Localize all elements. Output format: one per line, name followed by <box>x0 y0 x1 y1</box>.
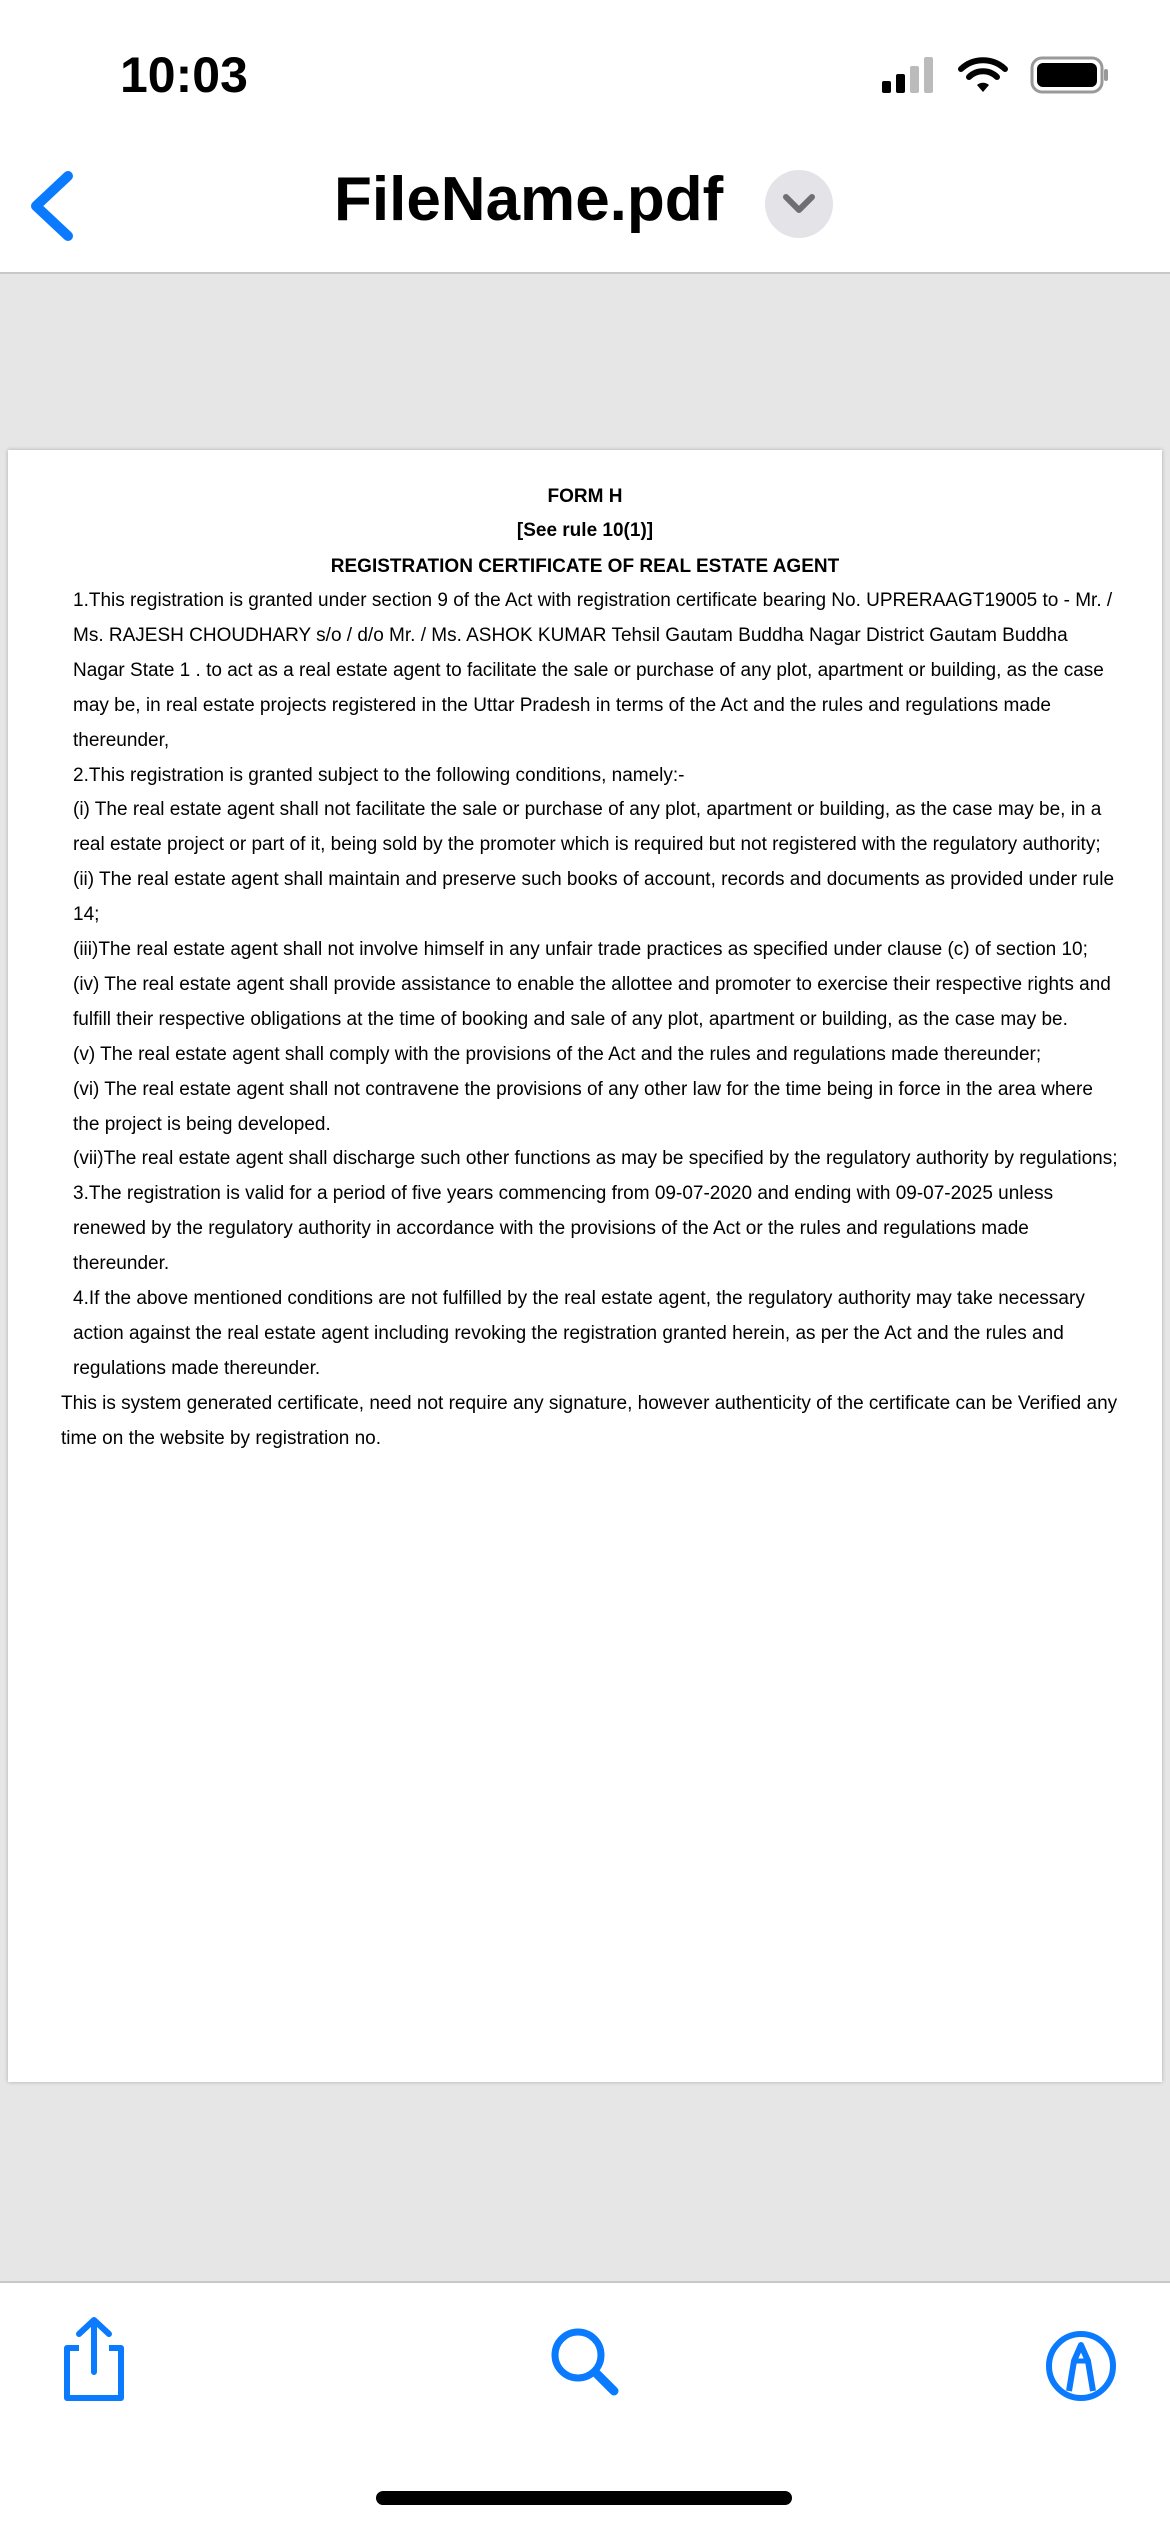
chevron-left-icon <box>22 170 82 242</box>
back-button[interactable] <box>22 170 82 242</box>
markup-icon <box>1036 2321 1126 2411</box>
body-line: regulations made thereunder. <box>73 1357 321 1379</box>
file-title[interactable]: FileName.pdf <box>334 165 724 234</box>
body-line: 2.This registration is granted subject to the following conditions, namely:- <box>73 764 685 786</box>
footer-line: time on the website by registration no. <box>61 1427 382 1449</box>
body-line: action against the real estate agent including revoking the registration granted herein, as per the Act and the rules and <box>73 1322 1064 1344</box>
body-line: 1.This registration is granted under section 9 of the Act with registration certificate bearing No. UPRERAAGT19005 to - Mr. / <box>73 590 1113 611</box>
search-button[interactable] <box>540 2317 630 2407</box>
search-icon <box>540 2317 630 2407</box>
body-line: thereunder, <box>73 729 170 751</box>
body-line: 3.The registration is valid for a period of five years commencing from 09-07-2020 and ending with 09-07-2025 unless <box>73 1183 1054 1205</box>
body-line: real estate project or part of it, being sold by the promoter which is required but not registered with the regulatory authority; <box>73 834 1101 856</box>
body-line: (iii)The real estate agent shall not involve himself in any unfair trade practices as specified under clause (c) of section 10; <box>73 939 1088 960</box>
certificate-heading: REGISTRATION CERTIFICATE OF REAL ESTATE AGENT <box>330 556 840 577</box>
body-line: (i) The real estate agent shall not facilitate the sale or purchase of any plot, apartment or building, as the case may be, in a <box>73 799 1102 821</box>
body-line: fulfill their respective obligations at the time of booking and sale of any plot, apartment or building, as the case may be. <box>73 1008 1068 1030</box>
body-line: may be, in real estate projects registered in the Uttar Pradesh in terms of the Act and the rules and regulations made <box>73 694 1051 716</box>
status-icons <box>882 56 1110 94</box>
body-line: renewed by the regulatory authority in accordance with the provisions of the Act or the rules and regulations made <box>73 1218 1029 1240</box>
body-line: 4.If the above mentioned conditions are not fulfilled by the real estate agent, the regulatory authority may take necessary <box>73 1288 1085 1309</box>
status-time: 10:03 <box>120 47 248 103</box>
chevron-down-icon <box>782 193 816 215</box>
body-line: the project is being developed. <box>73 1113 331 1135</box>
markup-button[interactable] <box>1036 2321 1126 2411</box>
body-line: thereunder. <box>73 1253 170 1275</box>
body-line: Ms. RAJESH CHOUDHARY s/o / d/o Mr. / Ms. ASHOK KUMAR Tehsil Gautam Buddha Nagar District Gautam Buddha <box>73 624 1068 646</box>
home-indicator[interactable] <box>376 2491 792 2505</box>
share-icon <box>49 2314 139 2404</box>
body-line: (ii) The real estate agent shall maintain and preserve such books of account, records and documents as provided under rule <box>73 869 1115 891</box>
wifi-icon <box>958 57 1008 93</box>
body-line: Nagar State 1 . to act as a real estate agent to facilitate the sale or purchase of any plot, apartment or building, as the case <box>73 659 1104 681</box>
pdf-page <box>8 450 1162 2082</box>
body-line: 14; <box>73 904 100 926</box>
body-line: (vii)The real estate agent shall discharge such other functions as may be specified by the regulatory authority by regulations; <box>73 1148 1118 1170</box>
form-title: FORM H <box>547 486 623 507</box>
body-line: (v) The real estate agent shall comply with the provisions of the Act and the rules and regulations made thereunder; <box>73 1043 1042 1065</box>
body-line: (iv) The real estate agent shall provide assistance to enable the allottee and promoter to exercise their respective rights and <box>73 973 1111 995</box>
share-button[interactable] <box>49 2314 139 2404</box>
navigation-bar <box>0 0 1170 274</box>
form-rule: [See rule 10(1)] <box>516 520 654 541</box>
footer-line: This is system generated certificate, need not require any signature, however authenticity of the certificate can be Verified any <box>61 1392 1118 1414</box>
cellular-signal-icon <box>882 57 936 93</box>
battery-icon <box>1030 56 1110 94</box>
body-line: (vi) The real estate agent shall not contravene the provisions of any other law for the time being in force in the area where <box>73 1078 1093 1100</box>
title-menu-button[interactable] <box>765 170 833 238</box>
